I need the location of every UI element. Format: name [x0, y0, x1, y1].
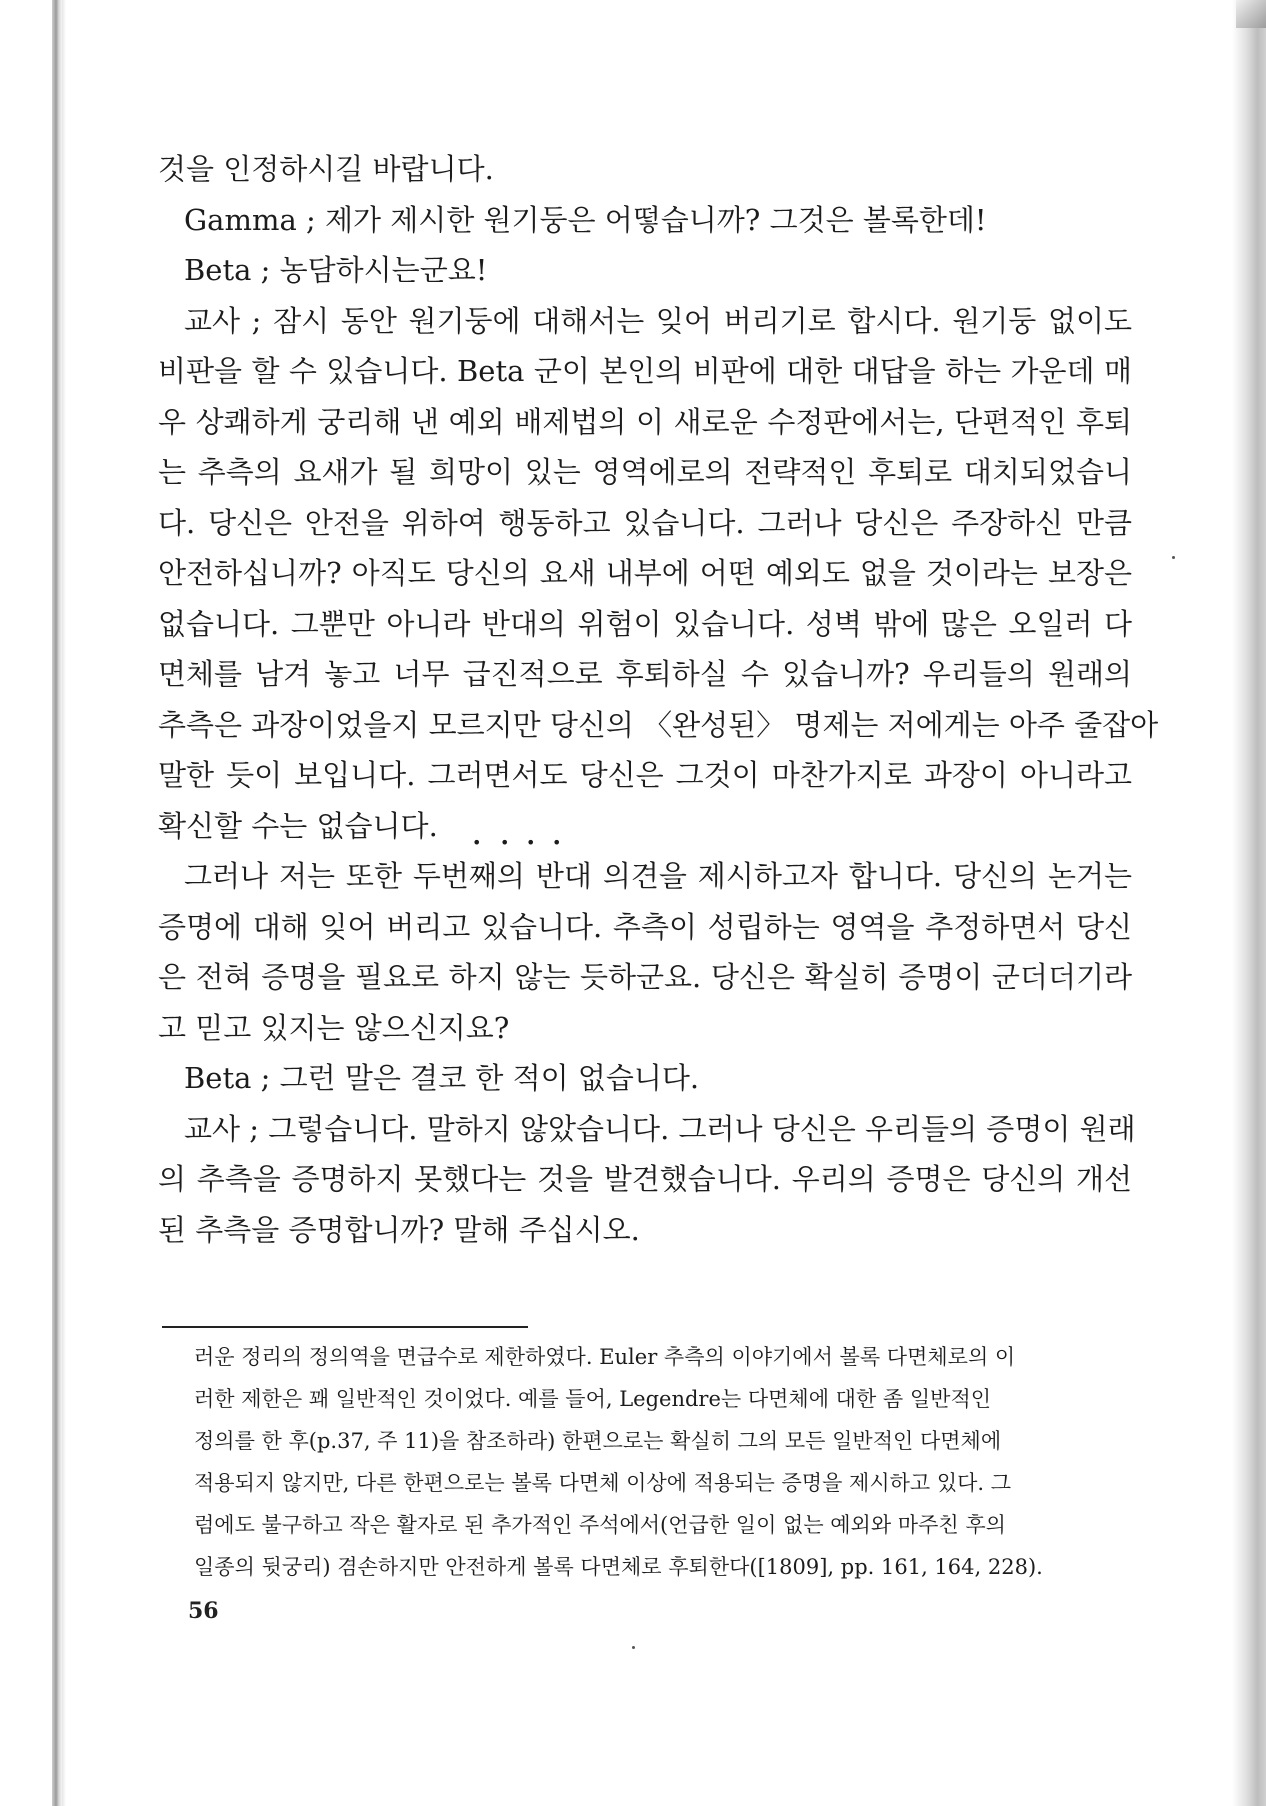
body-line: 추측은 과장이었을지 모르지만 당신의 〈완성된〉 명제는 저에게는 아주 줄잡아: [158, 707, 1159, 742]
page-number: 56: [188, 1598, 219, 1624]
body-line: 교사 ; 그렇습니다. 말하지 않았습니다. 그러나 당신은 우리들의 증명이 원래: [184, 1111, 1136, 1146]
emphasis-dot: •: [500, 833, 510, 852]
body-line: 의 추측을 증명하지 못했다는 것을 발견했습니다. 우리의 증명은 당신의 개선: [158, 1162, 1132, 1196]
page-corner: [1236, 0, 1266, 28]
body-line: 말한 듯이 보입니다. 그러면서도 당신은 그것이 마찬가지로 과장이 아니라고: [158, 758, 1132, 792]
emphasis-dot: •: [472, 833, 482, 852]
footnote-line: 러한 제한은 꽤 일반적인 것이었다. 예를 들어, Legendre는 다면체에 대한 좀 일반적인: [194, 1387, 992, 1411]
body-line: 확신할 수는 없습니다.: [158, 808, 438, 843]
body-line: 증명에 대해 잊어 버리고 있습니다. 추측이 성립하는 영역을 추정하면서 당신: [158, 909, 1132, 944]
body-line: Beta ; 농담하시는군요!: [184, 253, 488, 287]
body-text: [158, 144, 1159, 1255]
footnote-line: 일종의 뒷궁리) 겸손하지만 안전하게 볼록 다면체로 후퇴한다([1809], pp. 161, 164, 228).: [194, 1555, 1043, 1579]
body-line: 우 상쾌하게 궁리해 낸 예외 배제법의 이 새로운 수정판에서는, 단편적인 후퇴: [158, 404, 1132, 439]
body-line: 비판을 할 수 있습니다. Beta 군이 본인의 비판에 대한 대답을 하는 가운데 매: [158, 354, 1132, 388]
body-line: 는 추측의 요새가 될 희망이 있는 영역에로의 전략적인 후퇴로 대치되었습니: [158, 455, 1132, 489]
page-shadow-right: [1232, 0, 1266, 1806]
body-line: 다. 당신은 안전을 위하여 행동하고 있습니다. 그러나 당신은 주장하신 만큼: [158, 505, 1132, 540]
emphasis-dot: •: [526, 833, 536, 852]
footnote-line: 정의를 한 후(p.37, 주 11)을 참조하라) 한편으로는 확실히 그의 모든 일반적인 다면체에: [194, 1429, 1002, 1453]
scan-speck: [632, 1646, 635, 1649]
body-line: 것을 인정하시길 바랍니다.: [158, 152, 494, 186]
page-edge-left: [52, 0, 62, 1806]
body-line: 안전하십니까? 아직도 당신의 요새 내부에 어떤 예외도 없을 것이라는 보장은: [158, 556, 1132, 590]
body-line: 그러나 저는 또한 두번째의 반대 의견을 제시하고자 합니다. 당신의 논거는: [184, 859, 1132, 893]
body-line: 없습니다. 그뿐만 아니라 반대의 위험이 있습니다. 성벽 밖에 많은 오일러 다: [158, 606, 1132, 641]
body-line: 은 전혀 증명을 필요로 하지 않는 듯하군요. 당신은 확실히 증명이 군더더기라: [158, 960, 1132, 994]
body-line: Gamma ; 제가 제시한 원기둥은 어떻습니까? 그것은 볼록한데!: [184, 202, 987, 237]
footnotes: [194, 1336, 1132, 1588]
body-line: 된 추측을 증명합니까? 말해 주십시오.: [158, 1212, 640, 1247]
scan-speck: [1172, 556, 1175, 559]
body-line: 면체를 남겨 놓고 너무 급진적으로 후퇴하실 수 있습니까? 우리들의 원래의: [158, 657, 1132, 691]
body-line: 교사 ; 잠시 동안 원기둥에 대해서는 잊어 버리기로 합시다. 원기둥 없이도: [184, 303, 1132, 338]
footnote-line: 러운 정리의 정의역을 면급수로 제한하였다. Euler 추측의 이야기에서 볼록 다면체로의 이: [194, 1345, 1016, 1369]
footnote-divider: [162, 1326, 528, 1328]
emphasis-dot: •: [552, 833, 562, 852]
footnote-line: 적용되지 않지만, 다른 한편으로는 볼록 다면체 이상에 적용되는 증명을 제시하고 있다. 그: [194, 1471, 1012, 1495]
body-line: Beta ; 그런 말은 결코 한 적이 없습니다.: [184, 1061, 700, 1095]
footnote-line: 럼에도 불구하고 작은 활자로 된 추가적인 주석에서(언급한 일이 없는 예외와 마주친 후의: [194, 1513, 1006, 1537]
body-line: 고 믿고 있지는 않으신지요?: [158, 1010, 510, 1045]
